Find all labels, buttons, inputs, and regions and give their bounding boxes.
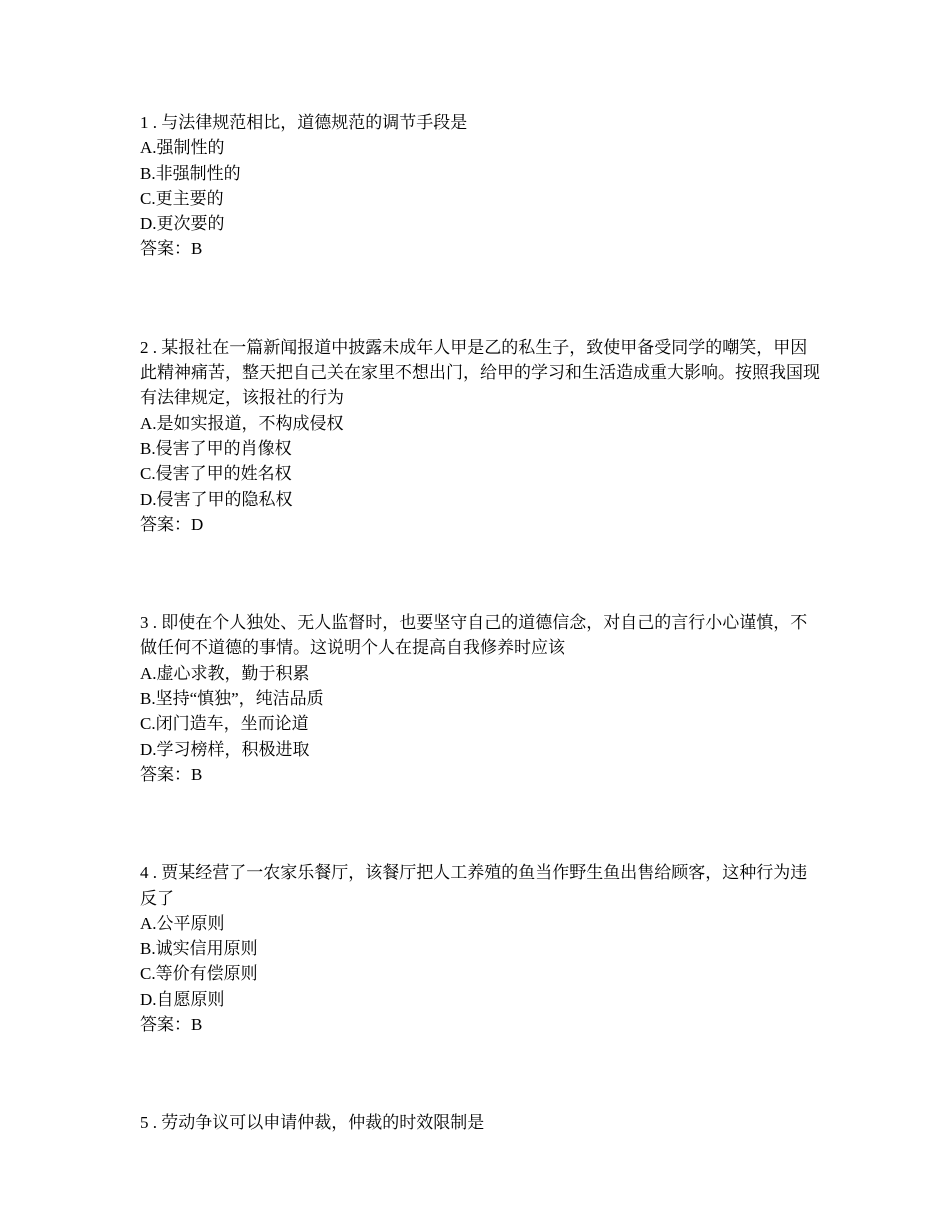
answer-value: B: [191, 1015, 203, 1035]
question-stem: 4 . 贾某经营了一农家乐餐厅，该餐厅把人工养殖的鱼当作野生鱼出售给顾客，这种行为违反了: [140, 863, 808, 908]
answer-label: 答案：: [140, 764, 191, 784]
question-number: 1: [140, 113, 149, 132]
option-b: B.诚实信用原则: [140, 939, 258, 959]
option-a: A.虚心求教，勤于积累: [140, 663, 310, 683]
option-d: D.更次要的: [140, 214, 225, 234]
answer-line: [140, 236, 820, 261]
question-text: 某报社在一篇新闻报道中披露未成年人甲是乙的私生子，致使甲备受同学的嘲笑，甲因此精神痛苦，整天把自己关在家里不想出门，给甲的学习和生活造成重大影响。按照我国现有法律规定，该报社的行为: [140, 337, 820, 408]
option-b: B.坚持“慎独”，纯洁品质: [140, 689, 324, 709]
option-c: C.等价有偿原则: [140, 964, 258, 984]
question-2: [140, 335, 820, 537]
answer-line: [140, 1012, 820, 1037]
question-stem: 3 . 即使在个人独处、无人监督时，也要坚守自己的道德信念，对自己的言行小心谨慎，不做任何不道德的事情。这说明个人在提高自我修养时应该: [140, 613, 808, 658]
option-a: A.公平原则: [140, 913, 225, 933]
option-d: D.侵害了甲的隐私权: [140, 489, 293, 509]
question-stem: 5 . 劳动争议可以申请仲裁，仲裁的时效限制是: [140, 1113, 485, 1133]
question-text: 贾某经营了一农家乐餐厅，该餐厅把人工养殖的鱼当作野生鱼出售给顾客，这种行为违反了: [140, 863, 808, 908]
answer-value: D: [191, 514, 204, 534]
answer-value: B: [191, 239, 203, 259]
question-text: 劳动争议可以申请仲裁，仲裁的时效限制是: [161, 1113, 485, 1133]
question-number: 4: [140, 863, 149, 883]
answer-label: 答案：: [140, 239, 191, 259]
answer-line: [140, 512, 820, 537]
option-c: C.侵害了甲的姓名权: [140, 464, 292, 484]
question-3: [140, 610, 820, 787]
exam-document: [140, 110, 820, 1209]
question-4: [140, 860, 820, 1037]
option-a: A.强制性的: [140, 138, 225, 158]
answer-line: [140, 762, 820, 787]
option-b: B.非强制性的: [140, 163, 241, 183]
question-number: 3: [140, 613, 149, 633]
question-text: 与法律规范相比，道德规范的调节手段是: [161, 113, 468, 132]
question-5: [140, 1110, 820, 1135]
question-1: [140, 110, 820, 262]
option-b: B.侵害了甲的肖像权: [140, 438, 292, 458]
answer-label: 答案：: [140, 1015, 191, 1035]
option-c: C.更主要的: [140, 188, 224, 208]
question-stem: 1 . 与法律规范相比，道德规范的调节手段是: [140, 113, 468, 132]
question-text: 即使在个人独处、无人监督时，也要坚守自己的道德信念，对自己的言行小心谨慎，不做任何不道德的事情。这说明个人在提高自我修养时应该: [140, 613, 808, 658]
question-stem: 2 . 某报社在一篇新闻报道中披露未成年人甲是乙的私生子，致使甲备受同学的嘲笑，甲因此精神痛苦，整天把自己关在家里不想出门，给甲的学习和生活造成重大影响。按照我国现有法律规定，该报社的行为: [140, 337, 820, 408]
question-number: 2: [140, 337, 149, 357]
option-c: C.闭门造车，坐而论道: [140, 714, 309, 734]
option-a: A.是如实报道，不构成侵权: [140, 413, 344, 433]
option-d: D.学习榜样，积极进取: [140, 739, 310, 759]
question-number: 5: [140, 1113, 149, 1133]
option-d: D.自愿原则: [140, 989, 225, 1009]
answer-label: 答案：: [140, 514, 191, 534]
answer-value: B: [191, 764, 203, 784]
